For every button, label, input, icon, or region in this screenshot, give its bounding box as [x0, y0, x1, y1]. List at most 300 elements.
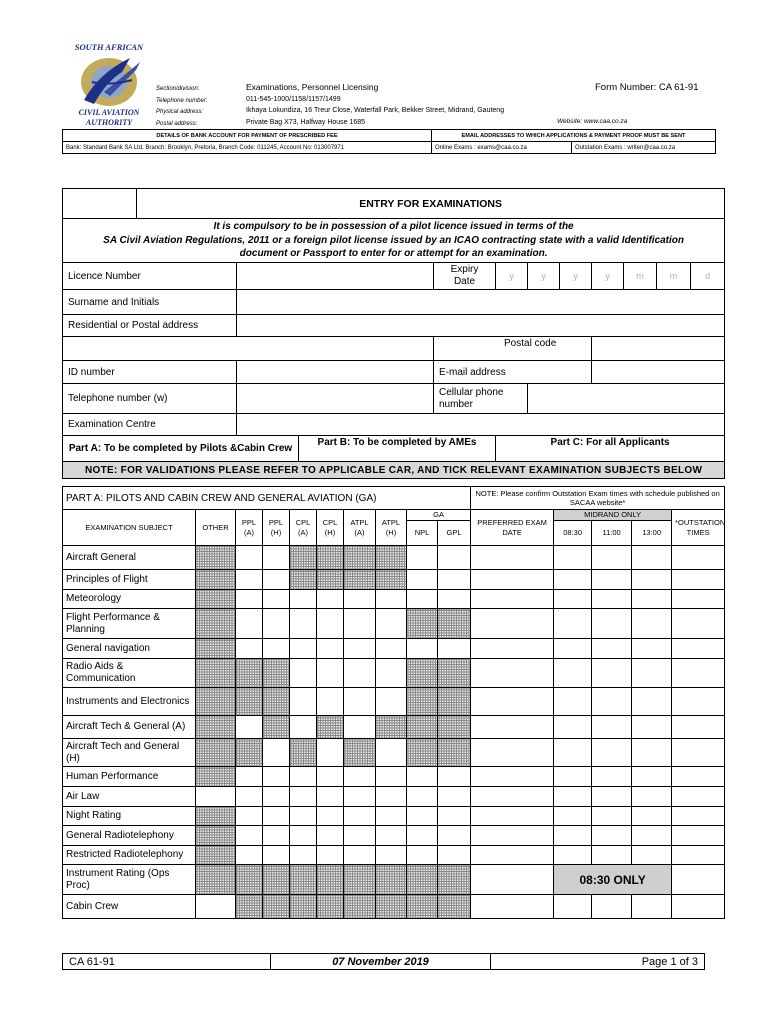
- tick-cell-atpl-h[interactable]: [376, 739, 407, 767]
- outstation-time-cell[interactable]: [672, 590, 725, 609]
- exam-subject-name: General Radiotelephony: [63, 826, 196, 846]
- expiry-digit[interactable]: m: [624, 263, 657, 290]
- preferred-date-cell[interactable]: [471, 590, 554, 609]
- tick-cell-ppl-h[interactable]: [263, 767, 290, 787]
- tick-cell-other: [196, 570, 236, 590]
- outstation-time-cell[interactable]: [672, 807, 725, 826]
- caa-emblem-icon: [70, 52, 148, 110]
- tick-cell-ppl-a[interactable]: [236, 846, 263, 865]
- time-cell-1100[interactable]: [592, 787, 632, 807]
- expiry-digit[interactable]: y: [496, 263, 528, 290]
- col-exam-subject: EXAMINATION SUBJECT: [63, 510, 196, 546]
- tick-cell-ppl-a[interactable]: [236, 807, 263, 826]
- exam-subject-name: Instrument Rating (Ops Proc): [63, 865, 196, 895]
- exam-subject-row: [63, 826, 725, 846]
- tick-cell-npl[interactable]: [407, 546, 438, 570]
- tick-cell-cpl-a[interactable]: [290, 639, 317, 659]
- exam-subject-row: [63, 609, 725, 639]
- tick-cell-ppl-h: [263, 659, 290, 688]
- time-cell-1300[interactable]: [632, 609, 672, 639]
- time-cell-1100[interactable]: [592, 639, 632, 659]
- tick-cell-ppl-a[interactable]: [236, 716, 263, 739]
- tick-cell-npl: [407, 659, 438, 688]
- form-number: Form Number: CA 61-91: [595, 82, 699, 93]
- exam-subject-row: [63, 659, 725, 688]
- outstation-time-cell[interactable]: [672, 739, 725, 767]
- tick-cell-npl[interactable]: [407, 826, 438, 846]
- ops-proc-time-note: 08:30 ONLY: [554, 865, 672, 895]
- tick-cell-atpl-a[interactable]: [344, 846, 376, 865]
- tick-cell-ppl-a[interactable]: [236, 826, 263, 846]
- tick-cell-other[interactable]: [196, 787, 236, 807]
- value-telephone: 011-545-1000/1158/1157/1499: [246, 95, 341, 103]
- preferred-date-cell[interactable]: [471, 787, 554, 807]
- form-title: ENTRY FOR EXAMINATIONS: [137, 189, 725, 219]
- time-cell-1100[interactable]: [592, 895, 632, 919]
- header-labels: [156, 84, 207, 130]
- time-cell-1300[interactable]: [632, 787, 672, 807]
- exam-centre-field[interactable]: [237, 414, 725, 436]
- time-cell-1300[interactable]: [632, 590, 672, 609]
- tick-cell-npl: [407, 688, 438, 716]
- licence-number-label: Licence Number: [63, 263, 237, 290]
- time-cell-1300[interactable]: [632, 826, 672, 846]
- outstation-time-cell[interactable]: [672, 639, 725, 659]
- outstation-time-cell[interactable]: [672, 865, 725, 895]
- tick-cell-atpl-h[interactable]: [376, 787, 407, 807]
- value-section: Examinations, Personnel Licensing: [246, 82, 379, 92]
- exam-subject-name: Meteorology: [63, 590, 196, 609]
- cellular-label: Cellular phone number: [434, 384, 528, 414]
- preferred-date-cell[interactable]: [471, 570, 554, 590]
- tick-cell-atpl-h[interactable]: [376, 767, 407, 787]
- id-number-field[interactable]: [237, 361, 434, 384]
- tick-cell-ppl-h[interactable]: [263, 807, 290, 826]
- tick-cell-cpl-a[interactable]: [290, 688, 317, 716]
- exam-subject-row: [63, 688, 725, 716]
- tick-cell-gpl[interactable]: [438, 826, 471, 846]
- email-field[interactable]: [592, 361, 725, 384]
- notice-line-3: document or Passport to enter for or attempt for an examination.: [239, 248, 548, 260]
- part-a-header: Part A: To be completed by Pilots &Cabin Crew: [63, 436, 299, 462]
- time-cell-0830[interactable]: [554, 639, 592, 659]
- outstation-time-cell[interactable]: [672, 767, 725, 787]
- preferred-date-cell[interactable]: [471, 639, 554, 659]
- exam-subject-row: [63, 767, 725, 787]
- time-cell-0830[interactable]: [554, 609, 592, 639]
- tick-cell-cpl-a[interactable]: [290, 826, 317, 846]
- tick-cell-other: [196, 716, 236, 739]
- preferred-date-cell[interactable]: [471, 846, 554, 865]
- tick-cell-other: [196, 590, 236, 609]
- preferred-date-cell[interactable]: [471, 716, 554, 739]
- tick-cell-ppl-h[interactable]: [263, 826, 290, 846]
- outstation-time-cell[interactable]: [672, 570, 725, 590]
- tick-cell-atpl-h[interactable]: [376, 609, 407, 639]
- time-cell-0830[interactable]: [554, 846, 592, 865]
- exam-subject-name: Aircraft General: [63, 546, 196, 570]
- tick-cell-cpl-a: [290, 546, 317, 570]
- tick-cell-cpl-h[interactable]: [317, 688, 344, 716]
- tick-cell-npl[interactable]: [407, 639, 438, 659]
- preferred-date-cell[interactable]: [471, 826, 554, 846]
- col-time-0830: 08:30: [554, 521, 592, 546]
- notice-line-2: SA Civil Aviation Regulations, 2011 or a foreign pilot license issued by an ICAO contracting state with a valid Identification: [103, 234, 685, 246]
- tick-cell-other: [196, 826, 236, 846]
- tick-cell-other: [196, 807, 236, 826]
- time-cell-1300[interactable]: [632, 895, 672, 919]
- tick-cell-cpl-h[interactable]: [317, 846, 344, 865]
- tick-cell-ppl-h[interactable]: [263, 590, 290, 609]
- tick-cell-ppl-a[interactable]: [236, 639, 263, 659]
- tick-cell-atpl-h: [376, 546, 407, 570]
- col-other: OTHER: [196, 510, 236, 546]
- time-cell-1100[interactable]: [592, 826, 632, 846]
- tick-cell-npl: [407, 609, 438, 639]
- preferred-date-cell[interactable]: [471, 739, 554, 767]
- time-cell-1100[interactable]: [592, 570, 632, 590]
- tick-cell-cpl-a: [290, 865, 317, 895]
- tick-cell-atpl-a[interactable]: [344, 688, 376, 716]
- tick-cell-npl[interactable]: [407, 846, 438, 865]
- address-field[interactable]: [237, 315, 725, 337]
- exam-subject-name: Principles of Flight: [63, 570, 196, 590]
- tick-cell-cpl-a[interactable]: [290, 846, 317, 865]
- time-cell-0830[interactable]: [554, 590, 592, 609]
- time-cell-1300[interactable]: [632, 716, 672, 739]
- outstation-time-cell[interactable]: [672, 846, 725, 865]
- notice-line-1: It is compulsory to be in possession of a pilot licence issued in terms of the: [213, 221, 574, 233]
- exam-subject-name: Aircraft Tech and General (H): [63, 739, 196, 767]
- label-postal-address: Postal address:: [156, 120, 198, 127]
- outstation-time-cell[interactable]: [672, 716, 725, 739]
- tick-cell-cpl-a[interactable]: [290, 716, 317, 739]
- time-cell-1100[interactable]: [592, 739, 632, 767]
- tick-cell-cpl-h[interactable]: [317, 659, 344, 688]
- tick-cell-ppl-a: [236, 865, 263, 895]
- tick-cell-atpl-a[interactable]: [344, 787, 376, 807]
- outstation-time-cell[interactable]: [672, 609, 725, 639]
- tick-cell-cpl-h[interactable]: [317, 767, 344, 787]
- footer-page-number: Page 1 of 3: [491, 954, 705, 970]
- exam-subject-name: Flight Performance & Planning: [63, 609, 196, 639]
- col-preferred-date: PREFERRED EXAM DATE: [471, 510, 554, 546]
- tick-cell-atpl-h[interactable]: [376, 688, 407, 716]
- time-cell-1300[interactable]: [632, 846, 672, 865]
- tick-cell-atpl-h[interactable]: [376, 826, 407, 846]
- tick-cell-gpl[interactable]: [438, 639, 471, 659]
- time-cell-1100[interactable]: [592, 716, 632, 739]
- time-cell-0830[interactable]: [554, 546, 592, 570]
- time-cell-1100[interactable]: [592, 846, 632, 865]
- time-cell-1100[interactable]: [592, 807, 632, 826]
- tick-cell-gpl: [438, 865, 471, 895]
- tick-cell-atpl-a: [344, 570, 376, 590]
- tick-cell-atpl-a[interactable]: [344, 639, 376, 659]
- exam-subject-name: General navigation: [63, 639, 196, 659]
- licence-number-field[interactable]: [237, 263, 434, 290]
- tick-cell-atpl-a[interactable]: [344, 716, 376, 739]
- tick-cell-atpl-h[interactable]: [376, 639, 407, 659]
- tick-cell-gpl: [438, 659, 471, 688]
- exam-subject-row: [63, 546, 725, 570]
- exam-subject-name: Human Performance: [63, 767, 196, 787]
- tick-cell-ppl-h: [263, 716, 290, 739]
- tick-cell-cpl-a[interactable]: [290, 590, 317, 609]
- tick-cell-cpl-h[interactable]: [317, 609, 344, 639]
- outstation-time-cell[interactable]: [672, 826, 725, 846]
- tick-cell-cpl-a: [290, 895, 317, 919]
- tick-cell-ppl-a[interactable]: [236, 609, 263, 639]
- postal-code-field[interactable]: [592, 337, 725, 361]
- time-cell-1100[interactable]: [592, 590, 632, 609]
- tick-cell-ppl-a[interactable]: [236, 570, 263, 590]
- part-c-header: Part C: For all Applicants: [496, 436, 725, 462]
- expiry-digit[interactable]: d: [691, 263, 725, 290]
- time-cell-0830[interactable]: [554, 659, 592, 688]
- telephone-label: Telephone number (w): [63, 384, 237, 414]
- outstation-time-cell[interactable]: [672, 546, 725, 570]
- time-cell-1300[interactable]: [632, 739, 672, 767]
- surname-field[interactable]: [237, 290, 725, 315]
- exam-subject-name: Aircraft Tech & General (A): [63, 716, 196, 739]
- expiry-digit[interactable]: y: [592, 263, 624, 290]
- time-cell-0830[interactable]: [554, 826, 592, 846]
- tick-cell-ppl-h[interactable]: [263, 846, 290, 865]
- outstation-time-cell[interactable]: [672, 787, 725, 807]
- tick-cell-gpl[interactable]: [438, 570, 471, 590]
- tick-cell-cpl-a[interactable]: [290, 609, 317, 639]
- tick-cell-atpl-h[interactable]: [376, 807, 407, 826]
- exam-subject-row: [63, 865, 725, 895]
- tick-cell-atpl-h: [376, 865, 407, 895]
- time-cell-1300[interactable]: [632, 570, 672, 590]
- tick-cell-atpl-a[interactable]: [344, 609, 376, 639]
- bank-line: Bank: Standard Bank SA Ltd, Branch: Brooklyn, Pretoria, Branch Code: 011245, Account No: 013007971: [63, 142, 432, 154]
- exam-subject-row: [63, 639, 725, 659]
- tick-cell-ppl-h[interactable]: [263, 570, 290, 590]
- time-cell-0830[interactable]: [554, 688, 592, 716]
- exam-subject-row: [63, 787, 725, 807]
- col-ppl-h: PPL (H): [263, 510, 290, 546]
- outstation-exams-email[interactable]: Outstation Exams : writen@caa.co.za: [572, 142, 716, 154]
- time-cell-1100[interactable]: [592, 659, 632, 688]
- tick-cell-cpl-h: [317, 895, 344, 919]
- tick-cell-atpl-a: [344, 739, 376, 767]
- tick-cell-atpl-h[interactable]: [376, 590, 407, 609]
- time-cell-0830[interactable]: [554, 787, 592, 807]
- outstation-time-cell[interactable]: [672, 688, 725, 716]
- tick-cell-ppl-h[interactable]: [263, 546, 290, 570]
- outstation-note: NOTE: Please confirm Outstation Exam times with schedule published on SACAA website*: [471, 487, 725, 510]
- tick-cell-cpl-h[interactable]: [317, 826, 344, 846]
- tick-cell-other: [196, 609, 236, 639]
- tick-cell-npl[interactable]: [407, 590, 438, 609]
- time-cell-0830[interactable]: [554, 570, 592, 590]
- tick-cell-gpl: [438, 609, 471, 639]
- tick-cell-cpl-a[interactable]: [290, 807, 317, 826]
- time-cell-1300[interactable]: [632, 688, 672, 716]
- tick-cell-ppl-h[interactable]: [263, 609, 290, 639]
- tick-cell-other: [196, 659, 236, 688]
- website: Website: www.caa.co.za: [557, 118, 628, 125]
- telephone-field[interactable]: [237, 384, 434, 414]
- preferred-date-cell[interactable]: [471, 895, 554, 919]
- preferred-date-cell[interactable]: [471, 609, 554, 639]
- expiry-digit[interactable]: y: [560, 263, 592, 290]
- tick-cell-gpl: [438, 895, 471, 919]
- expiry-digit[interactable]: y: [528, 263, 560, 290]
- exam-subject-name: Air Law: [63, 787, 196, 807]
- tick-cell-npl[interactable]: [407, 570, 438, 590]
- col-time-1300: 13:00: [632, 521, 672, 546]
- preferred-date-cell[interactable]: [471, 807, 554, 826]
- tick-cell-cpl-h: [317, 570, 344, 590]
- tick-cell-atpl-a[interactable]: [344, 767, 376, 787]
- licence-notice: [63, 219, 725, 263]
- tick-cell-ppl-a[interactable]: [236, 546, 263, 570]
- tick-cell-npl[interactable]: [407, 767, 438, 787]
- tick-cell-atpl-a: [344, 895, 376, 919]
- tick-cell-npl[interactable]: [407, 787, 438, 807]
- time-cell-1300[interactable]: [632, 659, 672, 688]
- tick-cell-cpl-h: [317, 546, 344, 570]
- footer-date: 07 November 2019: [271, 954, 491, 970]
- col-cpl-h: CPL (H): [317, 510, 344, 546]
- exam-subject-grid: [62, 486, 725, 919]
- tick-cell-gpl: [438, 739, 471, 767]
- col-cpl-a: CPL (A): [290, 510, 317, 546]
- time-cell-1100[interactable]: [592, 688, 632, 716]
- tick-cell-cpl-h: [317, 716, 344, 739]
- time-cell-1100[interactable]: [592, 609, 632, 639]
- tick-cell-atpl-a[interactable]: [344, 659, 376, 688]
- exam-subject-name: Cabin Crew: [63, 895, 196, 919]
- tick-cell-cpl-a: [290, 739, 317, 767]
- time-cell-1300[interactable]: [632, 639, 672, 659]
- value-physical-address: Ikhaya Lokundiza, 16 Treur Close, Waterfall Park, Bekker Street, Midrand, Gauteng: [246, 107, 505, 115]
- tick-cell-gpl[interactable]: [438, 767, 471, 787]
- tick-cell-ppl-h: [263, 895, 290, 919]
- preferred-date-cell[interactable]: [471, 865, 554, 895]
- caa-logo: [62, 42, 156, 132]
- exam-subject-row: [63, 846, 725, 865]
- outstation-time-cell[interactable]: [672, 659, 725, 688]
- tick-cell-other: [196, 739, 236, 767]
- col-outstation-times: *OUTSTATION TIMES: [672, 510, 725, 546]
- tick-cell-atpl-h[interactable]: [376, 659, 407, 688]
- tick-cell-cpl-h[interactable]: [317, 739, 344, 767]
- online-exams-email[interactable]: Online Exams : exams@caa.co.za: [432, 142, 572, 154]
- preferred-date-cell[interactable]: [471, 546, 554, 570]
- cellular-field[interactable]: [528, 384, 725, 414]
- exam-subject-name: Instruments and Electronics: [63, 688, 196, 716]
- tick-cell-other: [196, 546, 236, 570]
- tick-cell-atpl-a[interactable]: [344, 590, 376, 609]
- col-atpl-h: ATPL (H): [376, 510, 407, 546]
- time-cell-1300[interactable]: [632, 546, 672, 570]
- exam-subject-name: Radio Aids & Communication: [63, 659, 196, 688]
- tick-cell-other: [196, 865, 236, 895]
- col-ga: GA: [407, 510, 471, 521]
- exam-subject-row: [63, 590, 725, 609]
- tick-cell-cpl-h[interactable]: [317, 807, 344, 826]
- tick-cell-other: [196, 767, 236, 787]
- tick-cell-ppl-a: [236, 688, 263, 716]
- tick-cell-ppl-h[interactable]: [263, 787, 290, 807]
- value-postal-address: Private Bag X73, Halfway House 1685: [246, 118, 366, 126]
- tick-cell-ppl-h[interactable]: [263, 639, 290, 659]
- tick-cell-cpl-h[interactable]: [317, 590, 344, 609]
- bank-details-table: [62, 129, 716, 154]
- time-cell-0830[interactable]: [554, 895, 592, 919]
- exam-subject-row: [63, 716, 725, 739]
- preferred-date-cell[interactable]: [471, 767, 554, 787]
- time-cell-0830[interactable]: [554, 807, 592, 826]
- time-cell-1300[interactable]: [632, 807, 672, 826]
- tick-cell-atpl-a[interactable]: [344, 826, 376, 846]
- label-section: Section/division:: [156, 86, 200, 92]
- tick-cell-npl: [407, 739, 438, 767]
- time-cell-1300[interactable]: [632, 767, 672, 787]
- expiry-digit[interactable]: m: [657, 263, 691, 290]
- logo-line-2: AUTHORITY: [85, 118, 133, 127]
- tick-cell-ppl-a[interactable]: [236, 590, 263, 609]
- tick-cell-cpl-a[interactable]: [290, 787, 317, 807]
- tick-cell-npl[interactable]: [407, 807, 438, 826]
- tick-cell-other[interactable]: [196, 895, 236, 919]
- time-cell-1100[interactable]: [592, 546, 632, 570]
- tick-cell-cpl-a[interactable]: [290, 767, 317, 787]
- time-cell-1100[interactable]: [592, 767, 632, 787]
- preferred-date-cell[interactable]: [471, 688, 554, 716]
- time-cell-0830[interactable]: [554, 739, 592, 767]
- bank-header: DETAILS OF BANK ACCOUNT FOR PAYMENT OF PRESCRIBED FEE: [63, 130, 432, 142]
- address-field-2[interactable]: [63, 337, 434, 361]
- preferred-date-cell[interactable]: [471, 659, 554, 688]
- tick-cell-atpl-h[interactable]: [376, 846, 407, 865]
- col-gpl: GPL: [438, 521, 471, 546]
- tick-cell-cpl-h[interactable]: [317, 639, 344, 659]
- col-atpl-a: ATPL (A): [344, 510, 376, 546]
- tick-cell-gpl[interactable]: [438, 546, 471, 570]
- time-cell-0830[interactable]: [554, 767, 592, 787]
- tick-cell-ppl-h[interactable]: [263, 739, 290, 767]
- tick-cell-atpl-h: [376, 570, 407, 590]
- tick-cell-gpl[interactable]: [438, 846, 471, 865]
- header-values: [246, 82, 504, 128]
- tick-cell-ppl-a[interactable]: [236, 787, 263, 807]
- tick-cell-atpl-a[interactable]: [344, 807, 376, 826]
- tick-cell-gpl[interactable]: [438, 787, 471, 807]
- time-cell-0830[interactable]: [554, 716, 592, 739]
- col-midrand-only: MIDRAND ONLY: [554, 510, 672, 521]
- outstation-time-cell[interactable]: [672, 895, 725, 919]
- tick-cell-gpl[interactable]: [438, 590, 471, 609]
- tick-cell-ppl-a[interactable]: [236, 767, 263, 787]
- tick-cell-ppl-a: [236, 895, 263, 919]
- surname-label: Surname and Initials: [63, 290, 237, 315]
- tick-cell-other: [196, 688, 236, 716]
- exam-centre-label: Examination Centre: [63, 414, 237, 436]
- address-label: Residential or Postal address: [63, 315, 237, 337]
- exam-subject-row: [63, 807, 725, 826]
- tick-cell-gpl[interactable]: [438, 807, 471, 826]
- tick-cell-cpl-h[interactable]: [317, 787, 344, 807]
- tick-cell-ppl-h: [263, 688, 290, 716]
- tick-cell-cpl-a[interactable]: [290, 659, 317, 688]
- title-spacer: [63, 189, 137, 219]
